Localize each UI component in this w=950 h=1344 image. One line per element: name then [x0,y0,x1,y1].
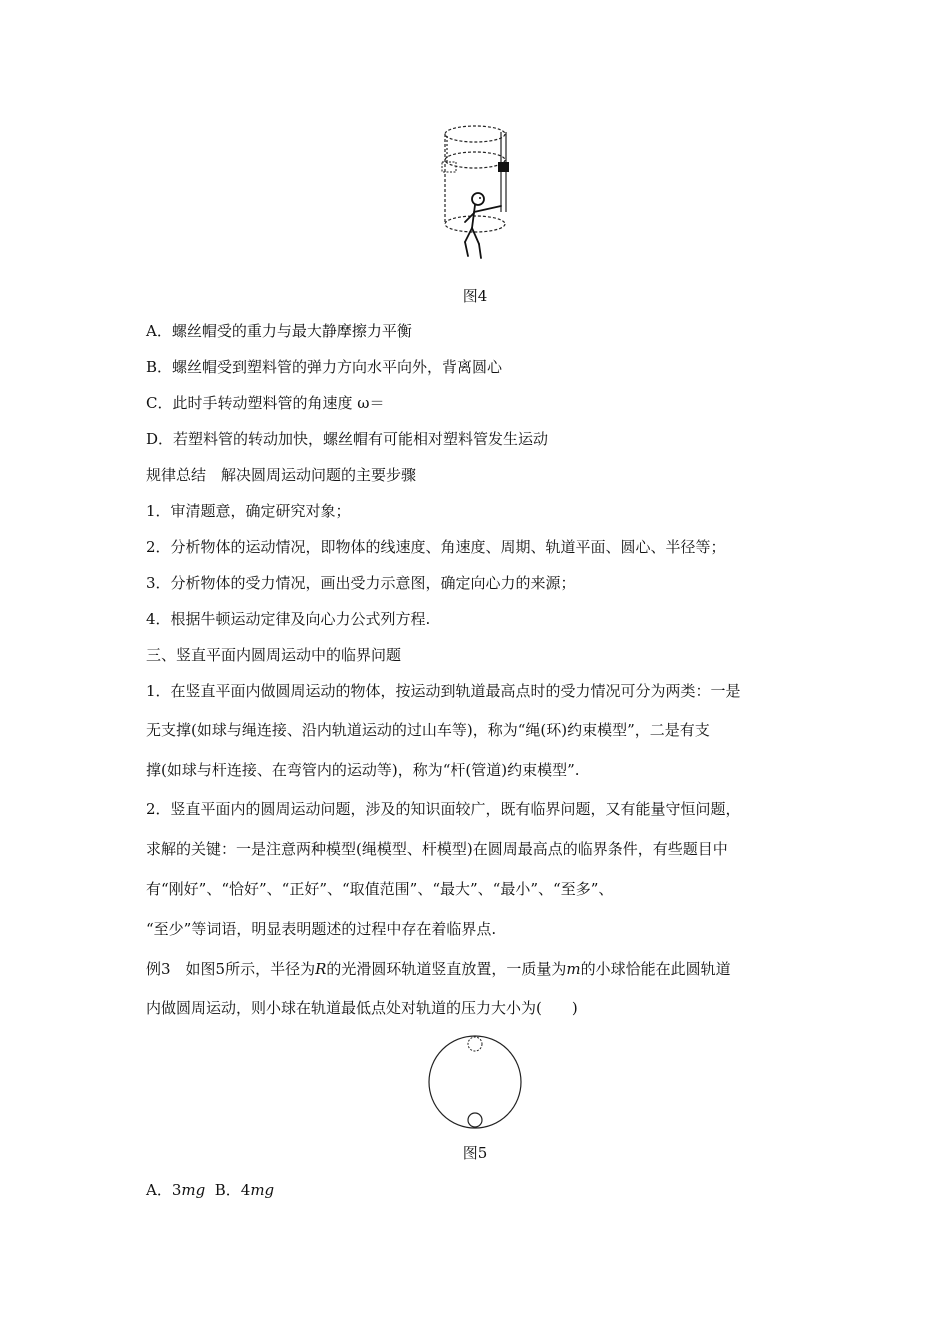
answer-options [146,1180,274,1200]
summary-step-4: 4．根据牛顿运动定律及向心力公式列方程. [146,610,431,628]
example-3-text-c: 的小球恰能在此圆轨道 [580,960,731,978]
section-3-p2-line2: 求解的关键：一是注意两种模型(绳模型、杆模型)在圆周最高点的临界条件，有些题目中 [146,840,728,858]
summary-step-3: 3．分析物体的受力情况，画出受力示意图，确定向心力的来源； [146,574,576,592]
option-b: B．螺丝帽受到塑料管的弹力方向水平向外，背离圆心 [146,358,503,376]
option-a: A．螺丝帽受的重力与最大静摩擦力平衡 [146,322,412,340]
radius-symbol: R [315,960,327,978]
mass-symbol: m [566,960,581,978]
example-3-text-b: 的光滑圆环轨道竖直放置，一质量为 [326,960,567,978]
figure-5-caption: 图5 [462,1144,488,1162]
summary-step-2: 2．分析物体的运动情况，即物体的线速度、角速度、周期、轨道平面、圆心、半径等； [146,538,726,556]
option-d: D．若塑料管的转动加快，螺丝帽有可能相对塑料管发生运动 [146,430,549,448]
figure-4-caption: 图4 [462,287,488,305]
section-3-p1-line1: 1．在竖直平面内做圆周运动的物体，按运动到轨道最高点时的受力情况可分为两类：一是 [146,682,741,700]
option-c: C．此时手转动塑料管的角速度 ω＝ [146,394,385,412]
answer-b-unit: mg [250,1181,275,1199]
section-3-p2-line1: 2．竖直平面内的圆周运动问题，涉及的知识面较广，既有临界问题，又有能量守恒问题， [146,800,741,818]
figure-4-diagram [435,122,520,267]
example-3-text-a: 例3 如图5所示，半径为 [146,960,316,978]
section-3-p1-line3: 撑(如球与杆连接、在弯管内的运动等)，称为“杆(管道)约束模型”. [146,761,580,779]
section-3-p1-line2: 无支撑(如球与绳连接、沿内轨道运动的过山车等)，称为“绳(环)约束模型”，二是有支 [146,721,710,739]
answer-b-label: B．4 [205,1181,251,1199]
summary-step-1: 1．审清题意，确定研究对象； [146,502,351,520]
section-3-p2-line3: 有“刚好”、“恰好”、“正好”、“取值范围”、“最大”、“最小”、“至多”、 [146,880,614,898]
figure-5-diagram [425,1033,525,1133]
summary-title: 规律总结 解决圆周运动问题的主要步骤 [146,466,417,484]
section-3-title: 三、竖直平面内圆周运动中的临界问题 [146,646,402,664]
section-3-p2-line4: “至少”等词语，明显表明题述的过程中存在着临界点. [146,920,497,938]
example-3-line1 [146,959,731,979]
answer-a-unit: mg [181,1181,206,1199]
answer-a-label: A．3 [146,1181,182,1199]
example-3-line2: 内做圆周运动，则小球在轨道最低点处对轨道的压力大小为( ) [146,999,578,1017]
